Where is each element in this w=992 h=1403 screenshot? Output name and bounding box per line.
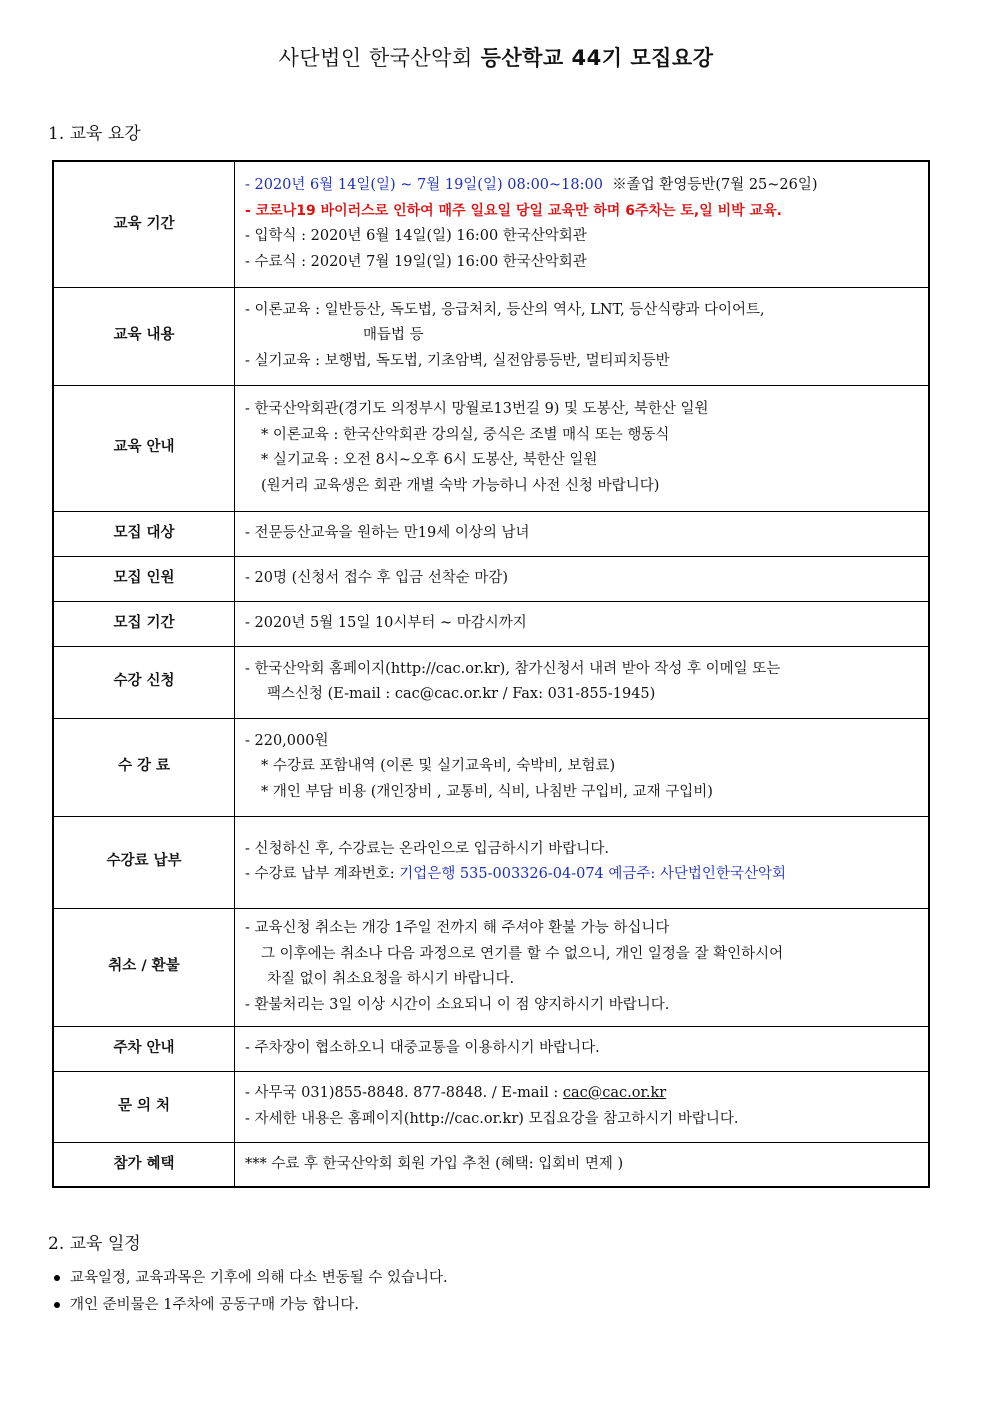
practical-location: * 실기교육 : 오전 8시~오후 6시 도봉산, 북한산 일원	[261, 452, 598, 468]
covid-notice: - 코로나19 바이러스로 인하여 매주 일요일 당일 교육만 하며 6주차는 토,일 비박 교육.	[245, 202, 782, 219]
table-row	[53, 908, 929, 1026]
row-value	[235, 287, 930, 385]
apply-method: - 한국산악회 홈페이지(http://cac.or.kr), 참가신청서 내려 받아 작성 후 이메일 또는	[245, 660, 781, 677]
title-program: 등산학교 44기 모집요강	[480, 46, 714, 70]
lodging-note: (원거리 교육생은 회관 개별 숙박 가능하니 사전 신청 바랍니다)	[261, 477, 660, 494]
practical-courses: - 실기교육 : 보행법, 독도법, 기초암벽, 실전암릉등반, 멀티피치등반	[245, 352, 670, 369]
row-value	[235, 816, 930, 908]
section-heading-guidelines: 1. 교육 요강	[48, 124, 141, 144]
period-dates: - 2020년 6월 14일(일) ~ 7월 19일(일) 08:00~18:00	[245, 177, 603, 194]
theory-courses: - 이론교육 : 일반등산, 독도법, 응급처치, 등산의 역사, LNT, 등산식량과 다이어트,	[245, 301, 765, 318]
row-value	[235, 601, 930, 646]
location: - 한국산악회관(경기도 의정부시 망월로13번길 9) 및 도봉산, 북한산 일원	[245, 401, 709, 417]
email-link[interactable]: cac@cac.or.kr	[562, 1085, 667, 1101]
row-label: 모집 인원	[53, 556, 235, 601]
row-label: 교육 기간	[53, 161, 235, 287]
section-heading-schedule: 2. 교육 일정	[48, 1234, 141, 1254]
parking-text: - 주차장이 협소하오니 대중교통을 이용하시기 바랍니다.	[245, 1039, 600, 1056]
bullet-icon	[54, 1275, 60, 1281]
guidelines-table	[52, 160, 930, 1188]
page-title	[0, 42, 992, 72]
row-label: 주차 안내	[53, 1026, 235, 1071]
table-row	[53, 556, 929, 601]
title-org: 사단법인 한국산악회	[278, 46, 473, 70]
row-value	[235, 908, 930, 1026]
bullet-icon	[54, 1302, 60, 1308]
cancel-policy-cont: 그 이후에는 취소나 다음 과정으로 연기를 할 수 없으니, 개인 일정을 잘 확인하시어	[261, 945, 784, 962]
bullet-text: 교육일정, 교육과목은 기후에 의해 다소 변동될 수 있습니다.	[70, 1270, 448, 1286]
fee-includes: * 수강료 포함내역 (이론 및 실기교육비, 숙박비, 보험료)	[261, 758, 616, 775]
row-label: 수강 신청	[53, 646, 235, 718]
table-row	[53, 511, 929, 556]
table-row	[53, 646, 929, 718]
recruit-period-text: - 2020년 5월 15일 10시부터 ~ 마감시까지	[245, 614, 527, 631]
bullet-text: 개인 준비물은 1주차에 공동구매 가능 합니다.	[70, 1297, 360, 1313]
capacity-text: - 20명 (신청서 접수 후 입금 선착순 마감)	[245, 569, 509, 586]
schedule-notes	[54, 1265, 448, 1319]
cancel-policy-cont2: 차질 없이 취소요청을 하시기 바랍니다.	[267, 971, 515, 987]
row-value	[235, 161, 930, 287]
row-label: 수 강 료	[53, 718, 235, 816]
row-label: 문 의 처	[53, 1071, 235, 1142]
table-row	[53, 1142, 929, 1187]
row-label: 취소 / 환불	[53, 908, 235, 1026]
list-item	[54, 1265, 448, 1292]
table-row	[53, 385, 929, 511]
cancel-policy: - 교육신청 취소는 개강 1주일 전까지 해 주셔야 환불 가능 하십니다	[245, 920, 670, 936]
account-label: - 수강료 납부 계좌번호:	[245, 866, 395, 882]
theory-location: * 이론교육 : 한국산악회관 강의실, 중식은 조별 매식 또는 행동식	[261, 426, 670, 443]
row-value	[235, 385, 930, 511]
row-label: 모집 기간	[53, 601, 235, 646]
table-row	[53, 1071, 929, 1142]
row-value	[235, 1026, 930, 1071]
fee-amount: - 220,000원	[245, 732, 329, 749]
graduation-note: ※졸업 환영등반(7월 25~26일)	[612, 177, 818, 194]
row-value	[235, 1142, 930, 1187]
row-value	[235, 556, 930, 601]
table-row	[53, 601, 929, 646]
row-label: 모집 대상	[53, 511, 235, 556]
homepage-note: - 자세한 내용은 홈페이지(http://cac.or.kr) 모집요강을 참고하시기 바랍니다.	[245, 1110, 739, 1127]
benefit-text: *** 수료 후 한국산악회 회원 가입 추천 (혜택: 입회비 면제 )	[245, 1155, 624, 1172]
row-value	[235, 511, 930, 556]
refund-note: - 환불처리는 3일 이상 시간이 소요되니 이 점 양지하시기 바랍니다.	[245, 996, 670, 1013]
theory-courses-cont: 매듭법 등	[363, 327, 424, 344]
table-row	[53, 287, 929, 385]
target-text: - 전문등산교육을 원하는 만19세 이상의 남녀	[245, 524, 530, 541]
row-label: 수강료 납부	[53, 816, 235, 908]
table-row	[53, 1026, 929, 1071]
table-row	[53, 161, 929, 287]
row-value	[235, 718, 930, 816]
row-value	[235, 646, 930, 718]
payment-note: - 신청하신 후, 수강료는 온라인으로 입금하시기 바랍니다.	[245, 840, 609, 857]
entrance-ceremony: - 입학식 : 2020년 6월 14일(일) 16:00 한국산악회관	[245, 228, 587, 245]
office-phone: - 사무국 031)855-8848. 877-8848. / E-mail :	[245, 1085, 559, 1101]
list-item	[54, 1292, 448, 1319]
row-value	[235, 1071, 930, 1142]
table-row	[53, 718, 929, 816]
fee-excludes: * 개인 부담 비용 (개인장비 , 교통비, 식비, 나침반 구입비, 교재 구입비)	[261, 783, 713, 800]
graduation-ceremony: - 수료식 : 2020년 7월 19일(일) 16:00 한국산악회관	[245, 253, 587, 270]
table-row	[53, 816, 929, 908]
row-label: 교육 내용	[53, 287, 235, 385]
row-label: 교육 안내	[53, 385, 235, 511]
apply-contact: 팩스신청 (E-mail : cac@cac.or.kr / Fax: 031-855-1945)	[267, 686, 656, 702]
bank-account: 기업은행 535-003326-04-074 예금주: 사단법인한국산악회	[399, 866, 786, 882]
row-label: 참가 혜택	[53, 1142, 235, 1187]
